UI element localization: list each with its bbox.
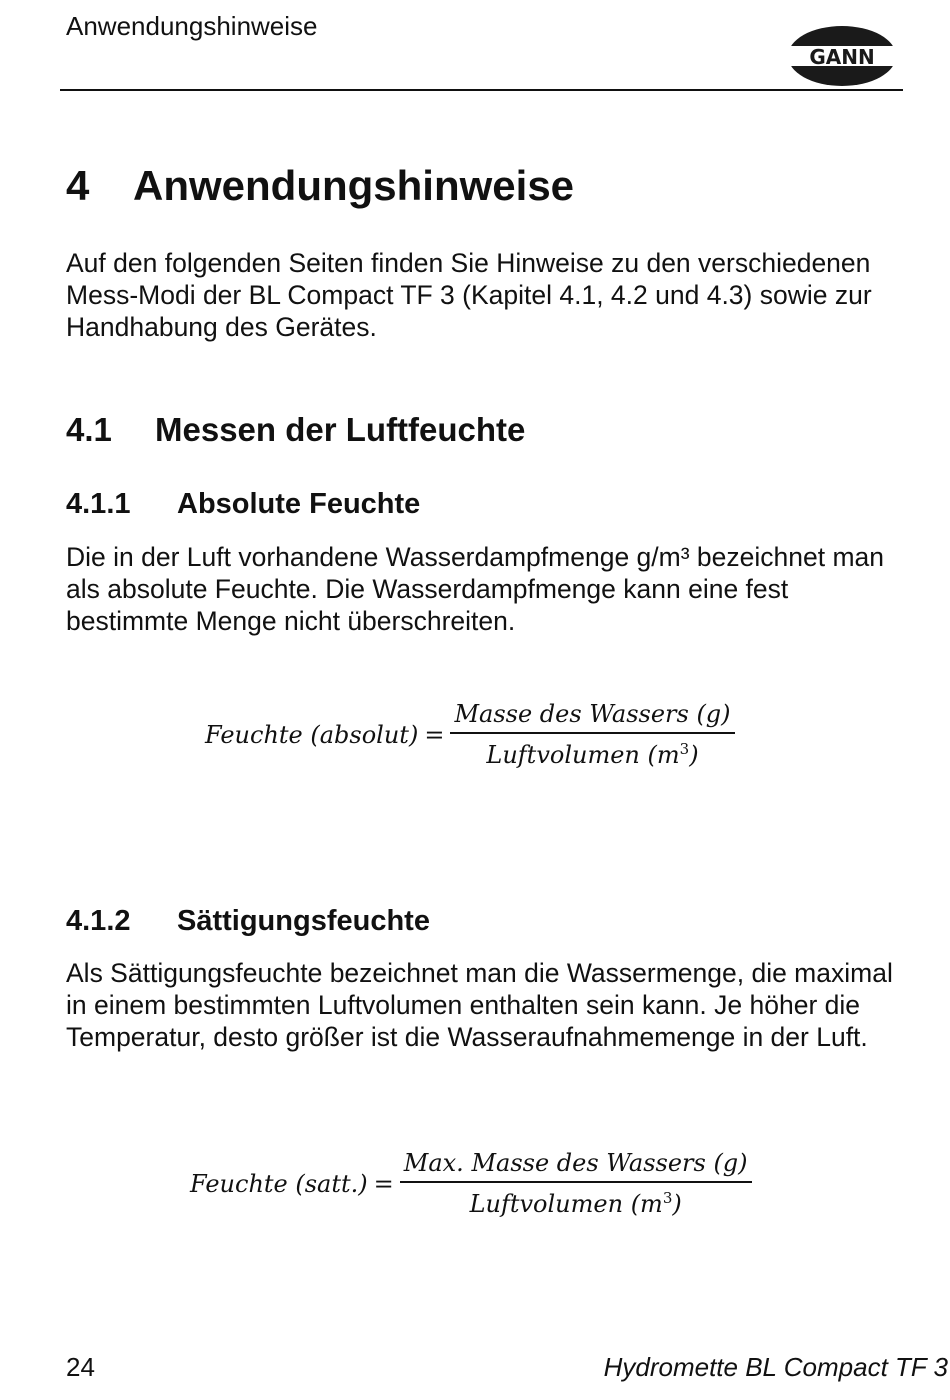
formula-fraction	[400, 1149, 752, 1218]
logo-text: GANN	[809, 45, 875, 69]
formula-equals: =	[373, 1169, 394, 1198]
subsection-number-absolute: 4.1.1	[66, 488, 131, 520]
chapter-intro: Auf den folgenden Seiten finden Sie Hinweise zu den verschiedenen Mess-Modi der BL Compact TF 3 (Kapitel 4.1, 4.2 und 4.3) sowie zur Handhabung des Gerätes.	[66, 248, 872, 342]
running-header: Anwendungshinweise	[66, 11, 318, 41]
chapter-number: 4	[66, 162, 90, 209]
formula-numerator: Masse des Wassers (g)	[450, 700, 734, 734]
formula-equals: =	[424, 720, 445, 749]
gann-logo	[786, 24, 898, 88]
subsection-heading-absolute	[66, 486, 420, 522]
formula-lhs: Feuchte (absolut)	[205, 720, 419, 749]
formula-denominator: Luftvolumen $(m^3)$	[486, 740, 699, 769]
formula-numerator: Max. Masse des Wassers (g)	[400, 1149, 752, 1183]
chapter-title: Anwendungshinweise	[133, 162, 575, 209]
saturation-humidity-text: Als Sättigungsfeuchte bezeichnet man die Wassermenge, die maximal in einem bestimmten Luftvolumen enthalten sein kann. Je höher die Temperatur, desto größer ist die Wasseraufnahmemenge in der Luft.	[66, 958, 893, 1052]
formula-lhs: Feuchte (satt.)	[190, 1169, 368, 1198]
formula-denominator: Luftvolumen $(m^3)$	[469, 1189, 682, 1218]
chapter-heading	[66, 160, 574, 212]
saturation-humidity-formula	[190, 1149, 752, 1218]
footer-product-title: Hydromette BL Compact TF 3	[603, 1352, 948, 1382]
section-title: Messen der Luftfeuchte	[155, 411, 526, 448]
absolute-humidity-formula	[205, 700, 735, 769]
page-number: 24	[66, 1352, 95, 1382]
subsection-heading-saturation	[66, 903, 430, 939]
subsection-title-absolute: Absolute Feuchte	[177, 488, 421, 520]
section-heading	[66, 410, 525, 450]
subsection-title-saturation: Sättigungsfeuchte	[177, 905, 430, 937]
absolute-humidity-text: Die in der Luft vorhandene Wasserdampfmenge g/m³ bezeichnet man als absolute Feuchte. Die Wasserdampfmenge kann eine fest bestimmte Menge nicht überschreiten.	[66, 542, 885, 636]
subsection-number-saturation: 4.1.2	[66, 905, 131, 937]
header-divider	[60, 89, 903, 91]
formula-fraction	[450, 700, 734, 769]
section-number: 4.1	[66, 411, 112, 448]
